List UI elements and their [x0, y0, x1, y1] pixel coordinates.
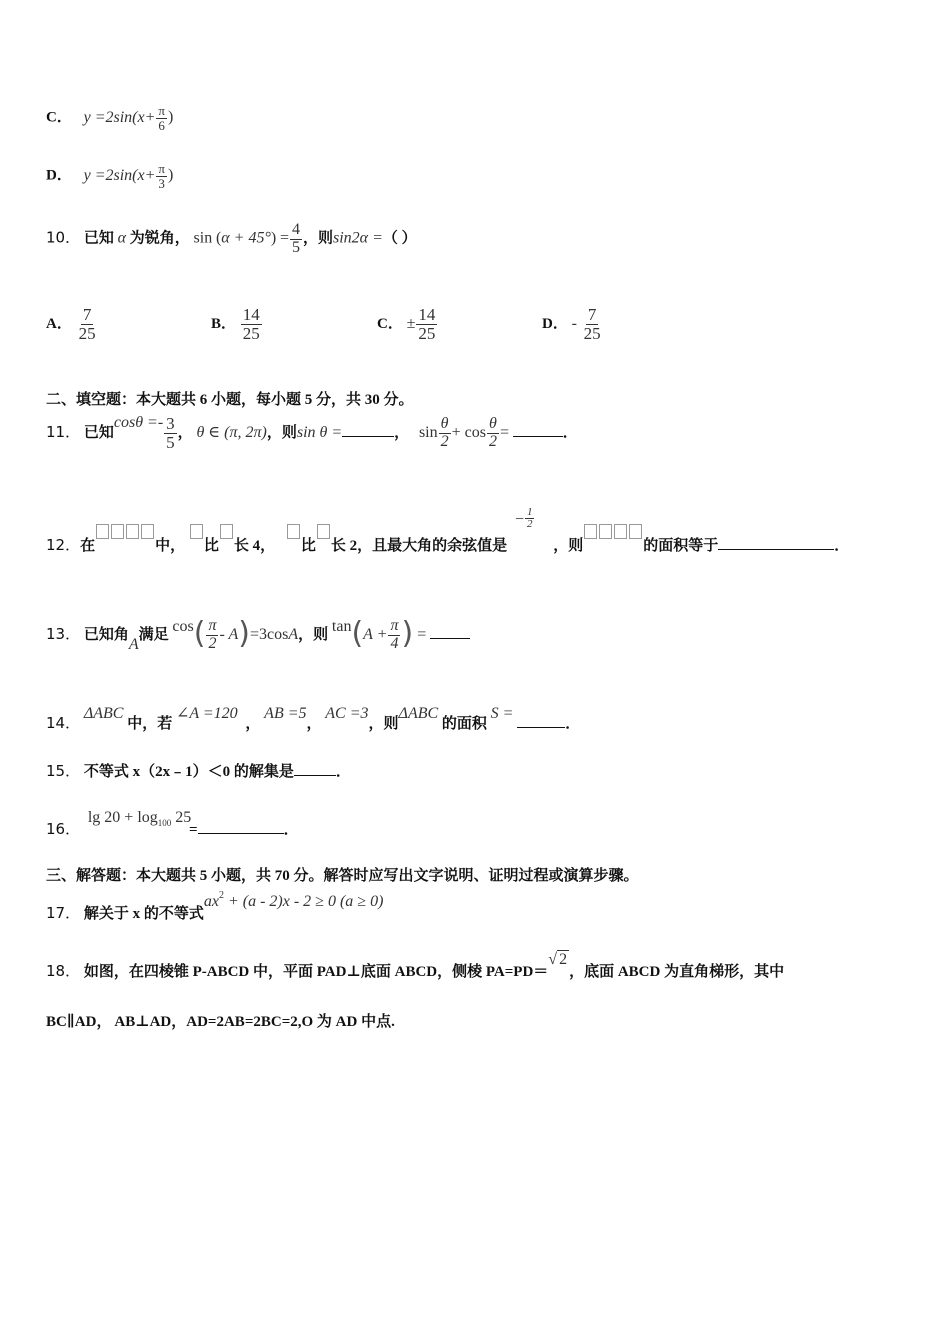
math: lg 20 + log	[87, 809, 158, 826]
question-number: 18．	[46, 962, 81, 980]
numerator: π	[158, 161, 165, 176]
answer-blank[interactable]	[294, 760, 336, 776]
fraction	[77, 306, 98, 343]
numerator: π	[208, 617, 217, 635]
denominator: 5	[291, 238, 300, 256]
option-label: A．	[46, 315, 72, 332]
option-label: D．	[542, 315, 568, 332]
placeholder-box	[220, 524, 233, 539]
math: A	[288, 626, 299, 643]
numerator: θ	[489, 415, 497, 433]
answer-blank[interactable]	[430, 623, 470, 639]
denominator: 2	[208, 635, 217, 653]
math: =	[417, 626, 427, 643]
math: sin	[193, 229, 213, 247]
fraction	[290, 222, 302, 257]
text: 的面积等于	[643, 538, 719, 554]
math: S =	[490, 705, 514, 722]
q9-option-c: C． y =2sin(x+ $\frac{\pi}{6}$ )	[46, 103, 174, 133]
text: 已知	[83, 230, 114, 247]
math: + (a - 2)x - 2 ≥ 0 (a ≥ 0)	[223, 893, 384, 910]
question-18-line-2: BC∥AD， AB⊥AD，AD=2AB=2BC=2,O 为 AD 中点.	[46, 1014, 395, 1030]
text: ，	[306, 716, 322, 732]
math: ΔABC	[83, 705, 124, 722]
denominator: 25	[78, 323, 96, 343]
math: AC =3	[325, 705, 369, 722]
text: 已知	[83, 425, 114, 441]
text: 中，若	[127, 716, 173, 732]
text: ．	[565, 716, 581, 732]
question-13: 13． 已知角A满足 cos( $\frac{\pi}{2}$ - A)=3cosA，则 tan(A + $\frac{\pi}{4}$ ) =	[46, 618, 470, 653]
option-label: B．	[211, 315, 237, 332]
math: =	[279, 229, 289, 247]
numerator: 14	[242, 305, 260, 324]
text: 如图，在四棱锥 P-ABCD 中，平面 PAD⊥底面 ABCD，侧棱 PA=PD＝	[83, 964, 549, 980]
denominator: 5	[166, 433, 175, 453]
fraction	[487, 416, 499, 451]
answer-blank[interactable]	[513, 421, 563, 437]
math: sin	[418, 424, 438, 441]
text: 中，	[155, 538, 186, 554]
fraction	[416, 306, 437, 343]
answer-blank[interactable]	[198, 818, 284, 834]
section-3-heading: 三、解答题：本大题共 5 小题，共 70 分。解答时应写出文字说明、证明过程或演算步骤。	[46, 868, 639, 884]
numerator: 7	[587, 305, 597, 324]
numerator: 4	[291, 221, 300, 238]
question-number: 15．	[46, 762, 81, 780]
section-2-heading: 二、填空题：本大题共 6 小题，每小题 5 分，共 30 分。	[46, 392, 414, 408]
fraction	[164, 415, 177, 452]
math: −	[514, 511, 524, 528]
math: AB =5	[264, 705, 307, 722]
text: 不等式 x（2x﹣1）＜0 的解集是	[83, 764, 294, 780]
option-label: C．	[377, 315, 403, 332]
text: 在	[80, 538, 96, 554]
denominator: 4	[390, 635, 399, 653]
question-number: 11．	[46, 423, 81, 441]
numerator: 3	[166, 414, 175, 434]
answer-paren: （ ）	[382, 230, 417, 247]
question-number: 13．	[46, 625, 81, 643]
math: - A	[219, 626, 239, 643]
text: 长 2，且最大角的余弦值是	[330, 538, 508, 554]
fraction	[156, 162, 167, 190]
q10-option-c	[377, 306, 438, 343]
math: ±	[406, 314, 416, 332]
denominator: 25	[418, 323, 436, 343]
text: 已知角	[83, 627, 129, 643]
question-12	[46, 504, 850, 554]
math: cos	[172, 618, 194, 635]
text: ，则	[302, 230, 333, 247]
math: cosθ =-	[113, 414, 164, 431]
numerator: θ	[440, 415, 449, 433]
question-number: 17．	[46, 904, 81, 922]
placeholder-boxes	[583, 526, 643, 542]
math: =3cos	[250, 626, 289, 643]
fraction	[439, 416, 451, 451]
math: tan	[331, 618, 352, 635]
answer-blank[interactable]	[517, 712, 565, 728]
question-number: 14．	[46, 714, 81, 732]
math: ∠A =120	[175, 705, 238, 722]
text: 的面积	[441, 716, 487, 732]
text: ，	[394, 425, 410, 441]
option-expr: y =2sin(x+	[83, 166, 156, 184]
denominator: 2	[488, 433, 497, 451]
denominator: 25	[242, 323, 260, 343]
fraction	[206, 618, 218, 653]
text: 比	[203, 538, 219, 554]
text: 比	[300, 538, 316, 554]
math: + cos	[451, 424, 486, 441]
q10-option-b	[211, 306, 263, 343]
math: sin2α =	[333, 229, 383, 247]
question-14	[46, 702, 581, 732]
fraction	[388, 618, 400, 653]
math: A	[128, 636, 139, 653]
q9-option-d: D． y =2sin(x+ $\frac{\pi}{3}$ )	[46, 161, 174, 191]
numerator: 1	[526, 505, 533, 518]
placeholder-boxes	[95, 526, 155, 542]
fraction	[582, 306, 603, 343]
q10-option-a	[46, 306, 99, 343]
math: ΔABC	[398, 705, 439, 722]
math: α	[117, 229, 127, 247]
math: α + 45°	[221, 229, 271, 247]
question-15	[46, 760, 351, 781]
numerator: 7	[82, 305, 92, 324]
question-number: 10．	[46, 228, 81, 247]
placeholder-box	[287, 524, 300, 539]
placeholder-box	[317, 524, 330, 539]
question-number: 12．	[46, 536, 81, 554]
text: ，则	[368, 716, 399, 732]
text: ．	[283, 822, 299, 838]
question-17	[46, 890, 384, 922]
denominator: 25	[583, 323, 601, 343]
text: ，则	[266, 425, 297, 441]
question-16	[46, 806, 299, 838]
denominator: 6	[158, 117, 165, 133]
math: A +	[363, 626, 388, 643]
option-expr: y =2sin(x+	[83, 108, 156, 126]
math: θ ∈ (π, 2π)	[196, 424, 267, 441]
placeholder-box	[190, 524, 203, 539]
denominator: 2	[440, 433, 449, 451]
text: ，则	[553, 538, 584, 554]
question-11	[46, 414, 578, 452]
text: ，	[245, 716, 261, 732]
math: 2	[218, 890, 224, 901]
fraction	[241, 306, 262, 343]
question-10: 10． 已知 α 为锐角， sin (α + 45°) = $\frac{4}{5}$ ，则sin2α =（ ）	[46, 221, 417, 256]
denominator: 3	[158, 175, 165, 191]
text: ，则	[298, 627, 329, 643]
answer-blank[interactable]	[342, 421, 394, 437]
fraction	[156, 104, 167, 132]
text: =	[189, 822, 198, 838]
text: ，底面 ABCD 为直角梯形，其中	[569, 964, 785, 980]
numerator: 14	[418, 305, 436, 324]
text: 长 4，	[233, 538, 276, 554]
question-number: 16．	[46, 820, 81, 838]
text: ，	[177, 425, 193, 441]
q10-option-d	[542, 306, 604, 343]
text: 解关于 x 的不等式	[83, 906, 204, 922]
text: ．	[834, 538, 850, 554]
text: ．	[562, 425, 578, 441]
text: ．	[335, 764, 351, 780]
math: ax	[203, 893, 219, 910]
math: -	[571, 314, 577, 332]
math: 100	[157, 818, 172, 828]
text: 为锐角，	[129, 230, 190, 247]
numerator: π	[158, 103, 165, 118]
question-18	[46, 948, 785, 980]
numerator: π	[390, 617, 399, 635]
sqrt-symbol: √	[548, 951, 558, 968]
math: 25	[171, 809, 192, 826]
math: 2	[559, 951, 568, 968]
text: 满足	[138, 627, 169, 643]
option-label: C．	[46, 109, 72, 126]
math: =	[499, 424, 509, 441]
denominator: 2	[526, 518, 533, 531]
fraction	[525, 507, 535, 531]
answer-blank[interactable]	[718, 534, 834, 550]
option-label: D．	[46, 167, 72, 184]
math: sin θ =	[296, 424, 343, 441]
